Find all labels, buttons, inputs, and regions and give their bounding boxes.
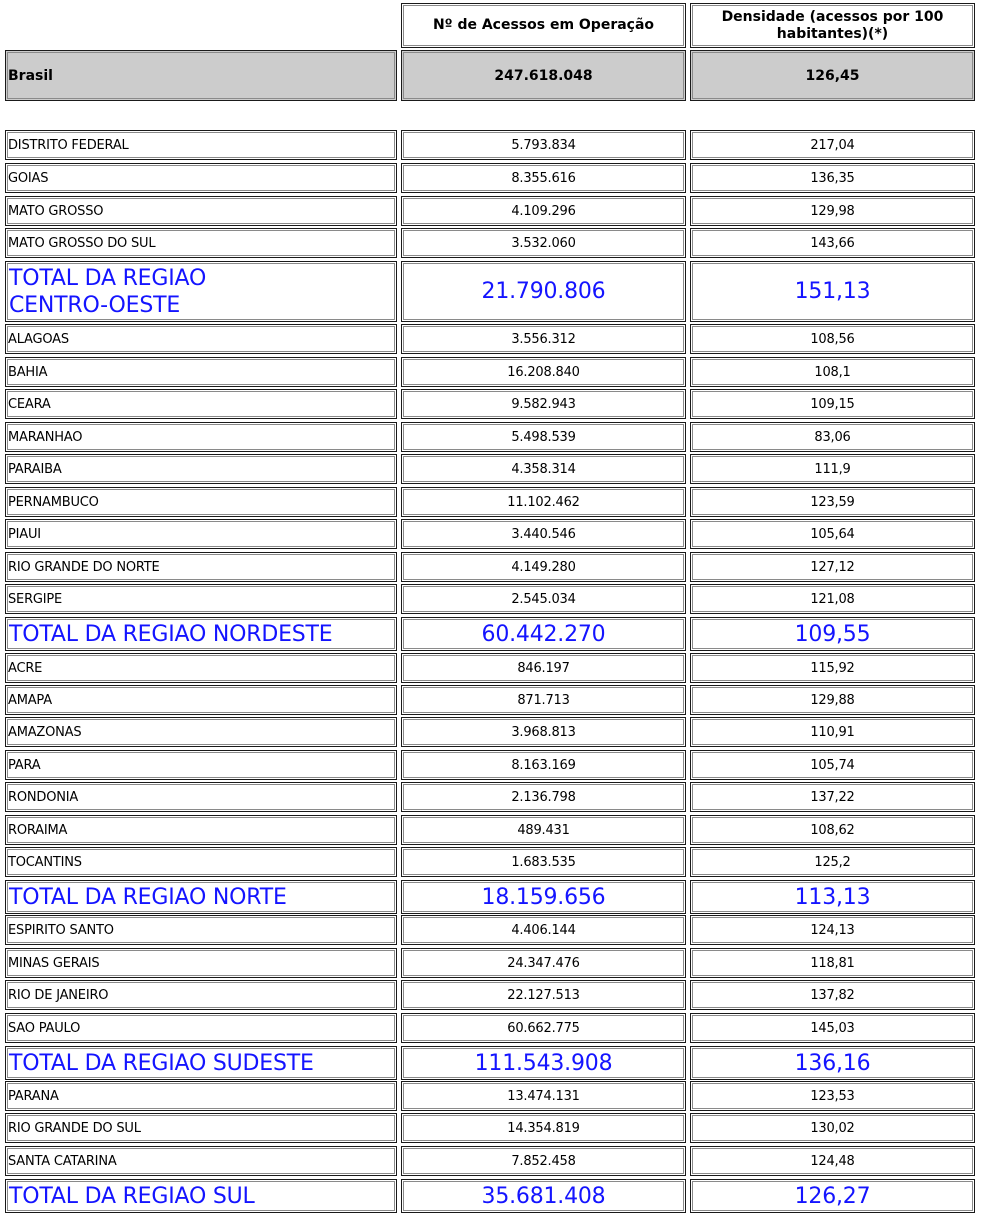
state-row-densidade-cell — [690, 228, 975, 258]
state-row-acessos-cell — [401, 750, 686, 780]
total-row-label-cell — [5, 880, 397, 914]
total-row-densidade-cell — [690, 1046, 975, 1080]
state-row-densidade-cell — [690, 519, 975, 549]
state-row-densidade-cell — [690, 717, 975, 747]
state-acessos: 3.556.312 — [511, 331, 576, 347]
state-row-acessos-cell — [401, 196, 686, 226]
state-densidade: 136,35 — [810, 170, 855, 186]
total-row-acessos-cell — [401, 1179, 686, 1213]
state-row-label-cell — [5, 130, 397, 160]
state-row-acessos-cell — [401, 847, 686, 877]
state-row-label-cell — [5, 1113, 397, 1143]
brasil-acessos-cell — [401, 50, 686, 101]
state-label: ACRE — [8, 660, 43, 676]
state-row-acessos-cell — [401, 357, 686, 387]
total-densidade: 109,55 — [794, 621, 871, 647]
state-row-acessos-cell — [401, 228, 686, 258]
total-row-label-cell — [5, 1046, 397, 1080]
state-row-acessos-cell — [401, 454, 686, 484]
total-row-densidade-cell — [690, 261, 975, 322]
brasil-label: Brasil — [8, 67, 53, 84]
total-label: TOTAL DA REGIAO SUDESTE — [9, 1050, 314, 1076]
state-label: PIAUI — [8, 526, 41, 542]
brasil-acessos: 247.618.048 — [494, 67, 593, 84]
state-row-label-cell — [5, 454, 397, 484]
state-label: SAO PAULO — [8, 1020, 81, 1036]
state-acessos: 846.197 — [517, 660, 570, 676]
state-row-acessos-cell — [401, 422, 686, 452]
state-acessos: 16.208.840 — [507, 364, 580, 380]
state-densidade: 217,04 — [810, 137, 855, 153]
state-row-acessos-cell — [401, 552, 686, 582]
state-densidade: 105,64 — [810, 526, 855, 542]
state-acessos: 871.713 — [517, 692, 570, 708]
state-label: DISTRITO FEDERAL — [8, 137, 129, 153]
state-row-acessos-cell — [401, 163, 686, 193]
state-row-label-cell — [5, 1013, 397, 1043]
state-row-acessos-cell — [401, 980, 686, 1010]
state-densidade: 121,08 — [810, 591, 855, 607]
brasil-densidade-cell — [690, 50, 975, 101]
state-acessos: 4.358.314 — [511, 461, 576, 477]
state-acessos: 24.347.476 — [507, 955, 580, 971]
state-label: MINAS GERAIS — [8, 955, 100, 971]
state-row-label-cell — [5, 196, 397, 226]
state-row-densidade-cell — [690, 847, 975, 877]
state-acessos: 5.498.539 — [511, 429, 576, 445]
total-densidade: 151,13 — [794, 279, 871, 304]
state-row-densidade-cell — [690, 782, 975, 812]
state-row-acessos-cell — [401, 584, 686, 614]
state-row-densidade-cell — [690, 1146, 975, 1176]
state-row-acessos-cell — [401, 324, 686, 354]
total-label: TOTAL DA REGIAO SUL — [9, 1183, 255, 1209]
total-row-acessos-cell — [401, 1046, 686, 1080]
state-row-acessos-cell — [401, 948, 686, 978]
state-row-densidade-cell — [690, 422, 975, 452]
state-acessos: 489.431 — [517, 822, 570, 838]
state-densidade: 129,98 — [810, 203, 855, 219]
state-label: ALAGOAS — [8, 331, 69, 347]
state-densidade: 137,22 — [810, 789, 855, 805]
state-row-label-cell — [5, 653, 397, 683]
state-label: RIO GRANDE DO SUL — [8, 1120, 141, 1136]
total-row-acessos-cell — [401, 617, 686, 651]
total-acessos: 35.681.408 — [481, 1183, 606, 1209]
state-row-acessos-cell — [401, 1081, 686, 1111]
state-label: PERNAMBUCO — [8, 494, 99, 510]
state-row-densidade-cell — [690, 1113, 975, 1143]
state-row-label-cell — [5, 163, 397, 193]
total-row-densidade-cell — [690, 1179, 975, 1213]
state-acessos: 8.163.169 — [511, 757, 576, 773]
state-row-acessos-cell — [401, 1146, 686, 1176]
state-acessos: 3.968.813 — [511, 724, 576, 740]
state-acessos: 2.136.798 — [511, 789, 576, 805]
brasil-densidade: 126,45 — [805, 67, 860, 84]
state-densidade: 108,1 — [814, 364, 851, 380]
state-acessos: 5.793.834 — [511, 137, 576, 153]
state-row-label-cell — [5, 717, 397, 747]
state-label: PARAIBA — [8, 461, 62, 477]
state-densidade: 124,48 — [810, 1153, 855, 1169]
state-densidade: 129,88 — [810, 692, 855, 708]
state-row-label-cell — [5, 552, 397, 582]
state-acessos: 3.440.546 — [511, 526, 576, 542]
total-row-densidade-cell — [690, 880, 975, 914]
state-row-acessos-cell — [401, 717, 686, 747]
brasil-label-cell — [5, 50, 397, 101]
total-label: TOTAL DA REGIAO NORTE — [9, 884, 287, 910]
state-label: RIO DE JANEIRO — [8, 987, 109, 1003]
state-densidade: 83,06 — [814, 429, 851, 445]
total-label: TOTAL DA REGIAO CENTRO-OESTE — [9, 265, 207, 318]
state-row-densidade-cell — [690, 653, 975, 683]
state-densidade: 108,62 — [810, 822, 855, 838]
state-label: MATO GROSSO DO SUL — [8, 235, 156, 251]
state-row-label-cell — [5, 1146, 397, 1176]
state-acessos: 60.662.775 — [507, 1020, 580, 1036]
total-acessos: 18.159.656 — [481, 884, 606, 910]
state-densidade: 105,74 — [810, 757, 855, 773]
state-acessos: 4.149.280 — [511, 559, 576, 575]
state-row-acessos-cell — [401, 685, 686, 715]
state-row-densidade-cell — [690, 584, 975, 614]
total-row-label-cell — [5, 1179, 397, 1213]
state-row-acessos-cell — [401, 815, 686, 845]
state-row-label-cell — [5, 422, 397, 452]
state-row-acessos-cell — [401, 389, 686, 419]
state-acessos: 4.109.296 — [511, 203, 576, 219]
state-row-acessos-cell — [401, 1013, 686, 1043]
state-row-densidade-cell — [690, 685, 975, 715]
total-densidade: 126,27 — [794, 1183, 871, 1209]
state-row-acessos-cell — [401, 130, 686, 160]
state-label: ESPIRITO SANTO — [8, 922, 114, 938]
header-acessos — [401, 3, 686, 48]
state-densidade: 143,66 — [810, 235, 855, 251]
state-acessos: 4.406.144 — [511, 922, 576, 938]
state-label: SERGIPE — [8, 591, 63, 607]
state-row-densidade-cell — [690, 357, 975, 387]
state-acessos: 9.582.943 — [511, 396, 576, 412]
state-row-densidade-cell — [690, 130, 975, 160]
total-densidade: 136,16 — [794, 1050, 871, 1076]
header-densidade — [690, 3, 975, 48]
total-row-label-cell — [5, 261, 397, 322]
state-acessos: 1.683.535 — [511, 854, 576, 870]
state-acessos: 13.474.131 — [507, 1088, 580, 1104]
total-row-acessos-cell — [401, 261, 686, 322]
state-label: PARANA — [8, 1088, 59, 1104]
state-densidade: 123,53 — [810, 1088, 855, 1104]
state-label: AMAPA — [8, 692, 52, 708]
state-acessos: 8.355.616 — [511, 170, 576, 186]
state-row-densidade-cell — [690, 980, 975, 1010]
state-densidade: 108,56 — [810, 331, 855, 347]
state-densidade: 123,59 — [810, 494, 855, 510]
state-row-label-cell — [5, 782, 397, 812]
total-label: TOTAL DA REGIAO NORDESTE — [9, 621, 333, 647]
state-row-label-cell — [5, 324, 397, 354]
state-acessos: 2.545.034 — [511, 591, 576, 607]
state-row-label-cell — [5, 980, 397, 1010]
total-row-label-cell — [5, 617, 397, 651]
state-row-densidade-cell — [690, 196, 975, 226]
state-row-acessos-cell — [401, 653, 686, 683]
state-row-label-cell — [5, 915, 397, 945]
state-acessos: 11.102.462 — [507, 494, 580, 510]
state-row-densidade-cell — [690, 487, 975, 517]
state-label: MATO GROSSO — [8, 203, 104, 219]
state-acessos: 7.852.458 — [511, 1153, 576, 1169]
state-row-label-cell — [5, 357, 397, 387]
state-row-label-cell — [5, 750, 397, 780]
total-acessos: 21.790.806 — [481, 279, 606, 304]
state-row-acessos-cell — [401, 782, 686, 812]
state-row-label-cell — [5, 487, 397, 517]
state-densidade: 127,12 — [810, 559, 855, 575]
state-row-densidade-cell — [690, 1081, 975, 1111]
total-row-densidade-cell — [690, 617, 975, 651]
state-row-label-cell — [5, 519, 397, 549]
state-row-label-cell — [5, 815, 397, 845]
state-row-densidade-cell — [690, 750, 975, 780]
state-row-acessos-cell — [401, 1113, 686, 1143]
total-row-acessos-cell — [401, 880, 686, 914]
state-densidade: 137,82 — [810, 987, 855, 1003]
state-acessos: 22.127.513 — [507, 987, 580, 1003]
state-row-densidade-cell — [690, 552, 975, 582]
state-acessos: 14.354.819 — [507, 1120, 580, 1136]
state-label: TOCANTINS — [8, 854, 82, 870]
state-row-label-cell — [5, 1081, 397, 1111]
state-label: BAHIA — [8, 364, 48, 380]
state-row-label-cell — [5, 948, 397, 978]
state-label: PARA — [8, 757, 41, 773]
header-densidade-label: Densidade (acessos por 100 habitantes)(*) — [721, 8, 944, 42]
state-label: RORAIMA — [8, 822, 68, 838]
state-row-acessos-cell — [401, 519, 686, 549]
state-label: MARANHAO — [8, 429, 83, 445]
state-row-acessos-cell — [401, 487, 686, 517]
state-row-densidade-cell — [690, 948, 975, 978]
header-acessos-label: Nº de Acessos em Operação — [432, 17, 655, 33]
state-row-acessos-cell — [401, 915, 686, 945]
state-label: CEARA — [8, 396, 51, 412]
state-densidade: 109,15 — [810, 396, 855, 412]
state-densidade: 145,03 — [810, 1020, 855, 1036]
state-acessos: 3.532.060 — [511, 235, 576, 251]
state-row-label-cell — [5, 685, 397, 715]
state-densidade: 125,2 — [814, 854, 851, 870]
state-densidade: 110,91 — [810, 724, 855, 740]
state-densidade: 124,13 — [810, 922, 855, 938]
state-densidade: 111,9 — [814, 461, 851, 477]
state-row-densidade-cell — [690, 163, 975, 193]
state-row-densidade-cell — [690, 389, 975, 419]
state-densidade: 118,81 — [810, 955, 855, 971]
state-row-densidade-cell — [690, 815, 975, 845]
state-row-label-cell — [5, 389, 397, 419]
state-label: RONDONIA — [8, 789, 79, 805]
state-label: RIO GRANDE DO NORTE — [8, 559, 160, 575]
total-densidade: 113,13 — [794, 884, 871, 910]
state-densidade: 115,92 — [810, 660, 855, 676]
state-row-label-cell — [5, 228, 397, 258]
total-acessos: 111.543.908 — [474, 1050, 613, 1076]
state-densidade: 130,02 — [810, 1120, 855, 1136]
state-label: AMAZONAS — [8, 724, 82, 740]
state-label: SANTA CATARINA — [8, 1153, 117, 1169]
state-row-densidade-cell — [690, 454, 975, 484]
state-row-densidade-cell — [690, 324, 975, 354]
total-acessos: 60.442.270 — [481, 621, 606, 647]
state-label: GOIAS — [8, 170, 49, 186]
state-row-densidade-cell — [690, 1013, 975, 1043]
state-row-label-cell — [5, 847, 397, 877]
state-row-densidade-cell — [690, 915, 975, 945]
state-row-label-cell — [5, 584, 397, 614]
